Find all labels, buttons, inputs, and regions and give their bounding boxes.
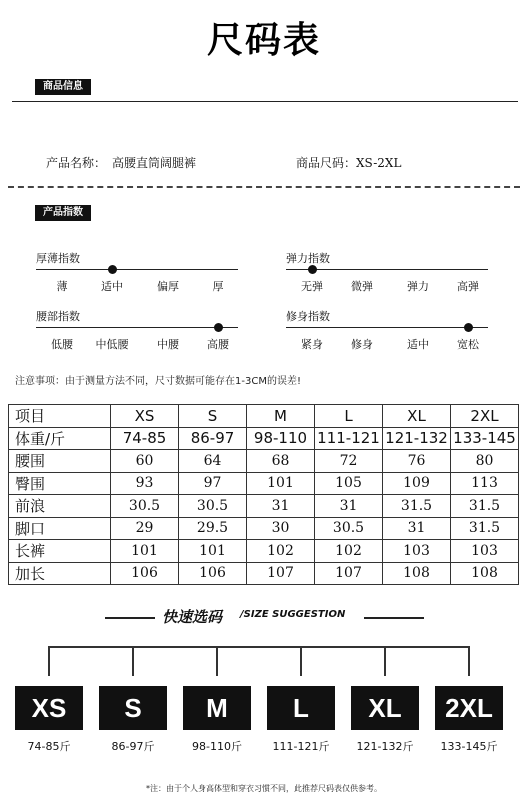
size-badge: 2XL [435,686,503,730]
table-row-label: 体重/斤 [9,427,111,450]
table-cell: 101 [111,540,179,563]
index-title: 弹力指数 [286,252,330,265]
index-title: 腰部指数 [36,310,80,323]
ruler-tick [468,646,470,676]
index-option: 无弹 [301,280,323,293]
footnote: *注：由于个人身高体型和穿衣习惯不同，此推荐尺码表仅供参考。 [146,784,382,793]
table-cell: 31 [315,495,383,518]
table-cell: 103 [383,540,451,563]
table-cell: 30.5 [315,517,383,540]
index-bar [286,327,488,328]
index-bar [36,327,238,328]
table-header-cell: 2XL [451,405,519,428]
size-badge: L [267,686,335,730]
table-cell: 105 [315,472,383,495]
table-header-cell: M [247,405,315,428]
index-block [36,250,238,300]
table-header-cell: S [179,405,247,428]
table-row [9,450,519,473]
table-cell: 31.5 [451,517,519,540]
ruler-tick [132,646,134,676]
table-row-label: 长裤 [9,540,111,563]
table-row [9,472,519,495]
size-weight-range: 111-121斤 [272,740,330,753]
table-cell: 113 [451,472,519,495]
table-cell: 106 [179,562,247,585]
product-info-tag: 商品信息 [35,79,91,95]
table-cell: 29.5 [179,517,247,540]
index-block [286,308,488,358]
size-badge: S [99,686,167,730]
table-row [9,427,519,450]
table-cell: 121-132 [383,427,451,450]
table-header-cell: 项目 [9,405,111,428]
index-bar [36,269,238,270]
table-cell: 30 [247,517,315,540]
index-option: 高腰 [207,338,229,351]
table-row [9,517,519,540]
table-cell: 31.5 [451,495,519,518]
index-option: 低腰 [51,338,73,351]
table-cell: 31 [247,495,315,518]
size-badge: XL [351,686,419,730]
index-marker-dot [464,323,473,332]
table-cell: 101 [179,540,247,563]
table-cell: 60 [111,450,179,473]
product-index-tag: 产品指数 [35,205,91,221]
size-weight-range: 98-110斤 [192,740,242,753]
ruler-tick [300,646,302,676]
index-marker-dot [214,323,223,332]
table-cell: 101 [247,472,315,495]
index-option: 中腰 [157,338,179,351]
index-block [36,308,238,358]
index-title: 修身指数 [286,310,330,323]
size-suggestion-heading [0,606,528,630]
table-cell: 108 [451,562,519,585]
table-cell: 97 [179,472,247,495]
size-weight-range: 121-132斤 [356,740,414,753]
table-row-label: 腰围 [9,450,111,473]
size-badge: M [183,686,251,730]
size-weight-range: 86-97斤 [111,740,155,753]
index-option: 微弹 [351,280,373,293]
product-info-divider [12,101,518,102]
size-badge: XS [15,686,83,730]
index-option: 中低腰 [95,338,129,351]
table-cell: 93 [111,472,179,495]
product-size-value: XS-2XL [356,156,402,170]
table-header-cell: XL [383,405,451,428]
size-ruler [50,646,470,648]
size-weight-range: 133-145斤 [440,740,498,753]
product-size-label: 商品尺码： [296,156,357,170]
index-block [286,250,488,300]
table-row-label: 脚口 [9,517,111,540]
index-option: 宽松 [457,338,479,351]
table-cell: 68 [247,450,315,473]
table-cell: 102 [247,540,315,563]
table-cell: 108 [383,562,451,585]
ruler-tick [384,646,386,676]
heading-line-left [105,617,155,619]
index-option: 偏厚 [157,280,179,293]
table-header-row [9,405,519,428]
index-option: 高弹 [457,280,479,293]
index-option: 薄 [56,280,68,293]
table-cell: 102 [315,540,383,563]
table-cell: 72 [315,450,383,473]
table-cell: 30.5 [179,495,247,518]
table-cell: 29 [111,517,179,540]
index-title: 厚薄指数 [36,252,80,265]
page-title: 尺码表 [206,20,321,61]
table-cell: 86-97 [179,427,247,450]
ruler-tick [216,646,218,676]
table-cell: 31.5 [383,495,451,518]
table-cell: 107 [315,562,383,585]
index-option: 修身 [351,338,373,351]
index-marker-dot [308,265,317,274]
table-cell: 64 [179,450,247,473]
index-option: 弹力 [407,280,429,293]
table-cell: 30.5 [111,495,179,518]
table-row-label: 加长 [9,562,111,585]
suggestion-title-en: /SIZE SUGGESTION [240,609,346,620]
table-cell: 111-121 [315,427,383,450]
index-option: 紧身 [301,338,323,351]
table-cell: 107 [247,562,315,585]
table-cell: 133-145 [451,427,519,450]
table-header-cell: XS [111,405,179,428]
product-name-row [46,154,196,171]
suggestion-title-cn: 快速选码 [162,608,223,626]
product-name-value: 高腰直筒阔腿裤 [112,156,197,170]
index-option: 适中 [407,338,429,351]
measurement-note: 注意事项：由于测量方法不同，尺寸数据可能存在1-3CM的误差! [15,376,301,387]
table-cell: 80 [451,450,519,473]
table-row [9,540,519,563]
table-cell: 106 [111,562,179,585]
index-option: 厚 [212,280,224,293]
table-header-cell: L [315,405,383,428]
table-row-label: 臀围 [9,472,111,495]
section-dashed-divider [8,186,520,188]
table-cell: 109 [383,472,451,495]
table-cell: 76 [383,450,451,473]
table-row [9,562,519,585]
size-table [8,404,519,585]
product-size-row [296,154,401,171]
table-cell: 103 [451,540,519,563]
table-row-label: 前浪 [9,495,111,518]
table-row [9,495,519,518]
heading-line-right [364,617,424,619]
product-name-label: 产品名称： [46,156,107,170]
index-marker-dot [108,265,117,274]
index-option: 适中 [101,280,123,293]
ruler-tick [48,646,50,676]
table-cell: 31 [383,517,451,540]
size-weight-range: 74-85斤 [27,740,71,753]
table-cell: 98-110 [247,427,315,450]
table-cell: 74-85 [111,427,179,450]
